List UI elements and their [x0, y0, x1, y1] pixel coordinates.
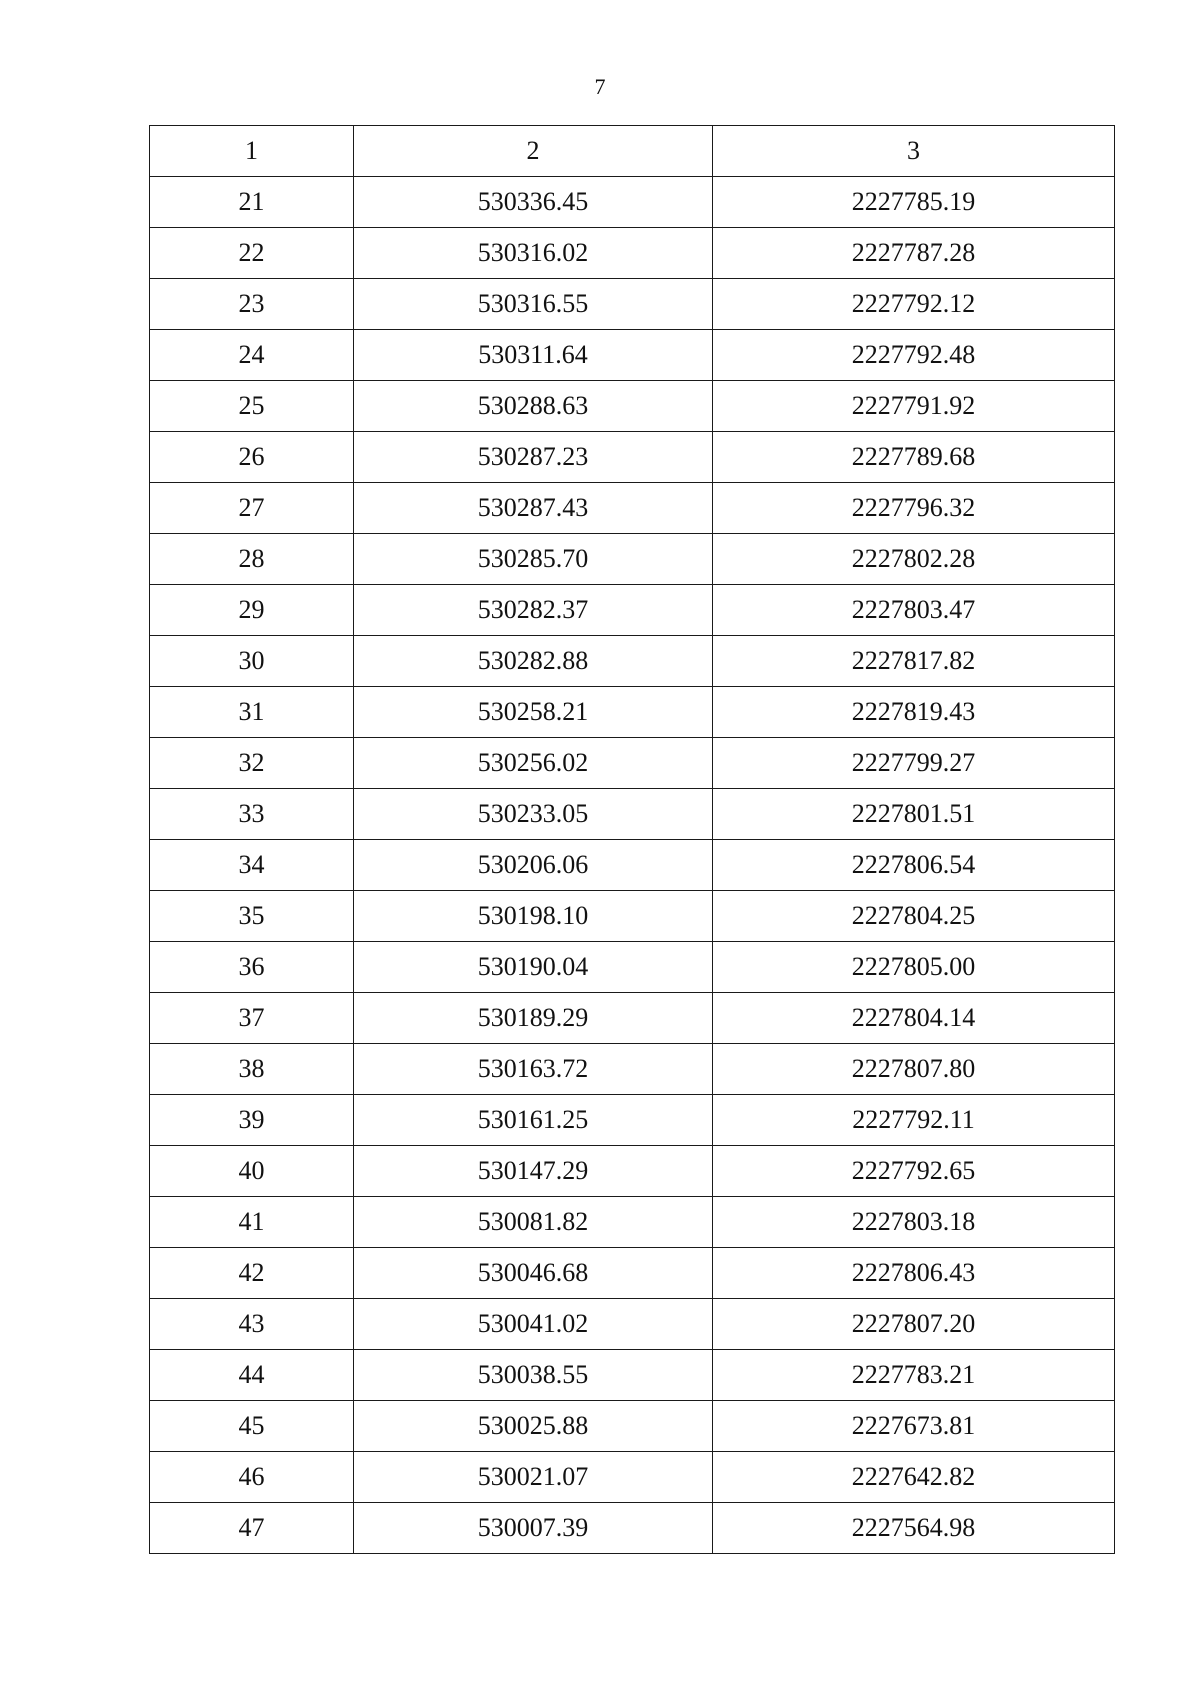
table-row	[150, 942, 1115, 993]
y-coordinate-cell: 2227792.12	[713, 279, 1115, 330]
x-coordinate-cell: 530198.10	[354, 891, 713, 942]
table-row	[150, 1401, 1115, 1452]
x-coordinate-cell: 530336.45	[354, 177, 713, 228]
y-coordinate-cell: 2227796.32	[713, 483, 1115, 534]
table-row	[150, 1044, 1115, 1095]
table-row	[150, 1197, 1115, 1248]
y-coordinate-cell: 2227642.82	[713, 1452, 1115, 1503]
table-row	[150, 1452, 1115, 1503]
y-coordinate-cell: 2227802.28	[713, 534, 1115, 585]
table-row	[150, 1146, 1115, 1197]
table-body	[150, 126, 1115, 1554]
table-row	[150, 891, 1115, 942]
table-row	[150, 585, 1115, 636]
point-number-cell: 23	[150, 279, 354, 330]
table-row	[150, 1350, 1115, 1401]
point-number-cell: 25	[150, 381, 354, 432]
point-number-cell: 33	[150, 789, 354, 840]
table-row	[150, 228, 1115, 279]
x-coordinate-cell: 530285.70	[354, 534, 713, 585]
y-coordinate-cell: 2227792.48	[713, 330, 1115, 381]
point-number-cell: 41	[150, 1197, 354, 1248]
table-row	[150, 1503, 1115, 1554]
y-coordinate-cell: 2227804.25	[713, 891, 1115, 942]
point-number-cell: 47	[150, 1503, 354, 1554]
point-number-cell: 40	[150, 1146, 354, 1197]
x-coordinate-cell: 530233.05	[354, 789, 713, 840]
table-row	[150, 279, 1115, 330]
table-row	[150, 789, 1115, 840]
x-coordinate-cell: 530041.02	[354, 1299, 713, 1350]
point-number-cell: 36	[150, 942, 354, 993]
y-coordinate-cell: 2227792.65	[713, 1146, 1115, 1197]
x-coordinate-cell: 530287.43	[354, 483, 713, 534]
table-row	[150, 840, 1115, 891]
table-row	[150, 993, 1115, 1044]
point-number-cell: 34	[150, 840, 354, 891]
y-coordinate-cell: 2227564.98	[713, 1503, 1115, 1554]
point-number-cell: 37	[150, 993, 354, 1044]
x-coordinate-cell: 530190.04	[354, 942, 713, 993]
x-coordinate-cell: 530316.55	[354, 279, 713, 330]
table-row	[150, 432, 1115, 483]
column-header: 3	[713, 126, 1115, 177]
page-number: 7	[594, 74, 606, 99]
x-coordinate-cell: 530282.88	[354, 636, 713, 687]
table-row	[150, 1248, 1115, 1299]
x-coordinate-cell: 530206.06	[354, 840, 713, 891]
point-number-cell: 26	[150, 432, 354, 483]
x-coordinate-cell: 530025.88	[354, 1401, 713, 1452]
point-number-cell: 24	[150, 330, 354, 381]
y-coordinate-cell: 2227804.14	[713, 993, 1115, 1044]
x-coordinate-cell: 530007.39	[354, 1503, 713, 1554]
x-coordinate-cell: 530258.21	[354, 687, 713, 738]
x-coordinate-cell: 530288.63	[354, 381, 713, 432]
y-coordinate-cell: 2227803.47	[713, 585, 1115, 636]
y-coordinate-cell: 2227806.54	[713, 840, 1115, 891]
point-number-cell: 30	[150, 636, 354, 687]
x-coordinate-cell: 530316.02	[354, 228, 713, 279]
y-coordinate-cell: 2227807.80	[713, 1044, 1115, 1095]
point-number-cell: 43	[150, 1299, 354, 1350]
x-coordinate-cell: 530256.02	[354, 738, 713, 789]
y-coordinate-cell: 2227791.92	[713, 381, 1115, 432]
table-row	[150, 483, 1115, 534]
point-number-cell: 44	[150, 1350, 354, 1401]
point-number-cell: 28	[150, 534, 354, 585]
table-row	[150, 534, 1115, 585]
coordinates-table	[149, 125, 1115, 1554]
table-row	[150, 381, 1115, 432]
y-coordinate-cell: 2227792.11	[713, 1095, 1115, 1146]
x-coordinate-cell: 530282.37	[354, 585, 713, 636]
table-row	[150, 738, 1115, 789]
point-number-cell: 38	[150, 1044, 354, 1095]
point-number-cell: 29	[150, 585, 354, 636]
x-coordinate-cell: 530038.55	[354, 1350, 713, 1401]
point-number-cell: 46	[150, 1452, 354, 1503]
table-row	[150, 1299, 1115, 1350]
x-coordinate-cell: 530021.07	[354, 1452, 713, 1503]
point-number-cell: 21	[150, 177, 354, 228]
point-number-cell: 39	[150, 1095, 354, 1146]
table-header-row	[150, 126, 1115, 177]
x-coordinate-cell: 530189.29	[354, 993, 713, 1044]
x-coordinate-cell: 530161.25	[354, 1095, 713, 1146]
point-number-cell: 27	[150, 483, 354, 534]
y-coordinate-cell: 2227817.82	[713, 636, 1115, 687]
y-coordinate-cell: 2227783.21	[713, 1350, 1115, 1401]
x-coordinate-cell: 530311.64	[354, 330, 713, 381]
x-coordinate-cell: 530163.72	[354, 1044, 713, 1095]
x-coordinate-cell: 530046.68	[354, 1248, 713, 1299]
point-number-cell: 32	[150, 738, 354, 789]
y-coordinate-cell: 2227807.20	[713, 1299, 1115, 1350]
y-coordinate-cell: 2227801.51	[713, 789, 1115, 840]
y-coordinate-cell: 2227805.00	[713, 942, 1115, 993]
point-number-cell: 45	[150, 1401, 354, 1452]
point-number-cell: 22	[150, 228, 354, 279]
table-row	[150, 1095, 1115, 1146]
column-header: 1	[150, 126, 354, 177]
y-coordinate-cell: 2227799.27	[713, 738, 1115, 789]
table-row	[150, 177, 1115, 228]
x-coordinate-cell: 530081.82	[354, 1197, 713, 1248]
point-number-cell: 42	[150, 1248, 354, 1299]
y-coordinate-cell: 2227819.43	[713, 687, 1115, 738]
y-coordinate-cell: 2227673.81	[713, 1401, 1115, 1452]
y-coordinate-cell: 2227785.19	[713, 177, 1115, 228]
table-row	[150, 330, 1115, 381]
point-number-cell: 31	[150, 687, 354, 738]
y-coordinate-cell: 2227787.28	[713, 228, 1115, 279]
column-header: 2	[354, 126, 713, 177]
table-row	[150, 636, 1115, 687]
y-coordinate-cell: 2227806.43	[713, 1248, 1115, 1299]
y-coordinate-cell: 2227803.18	[713, 1197, 1115, 1248]
point-number-cell: 35	[150, 891, 354, 942]
table-row	[150, 687, 1115, 738]
y-coordinate-cell: 2227789.68	[713, 432, 1115, 483]
x-coordinate-cell: 530287.23	[354, 432, 713, 483]
x-coordinate-cell: 530147.29	[354, 1146, 713, 1197]
